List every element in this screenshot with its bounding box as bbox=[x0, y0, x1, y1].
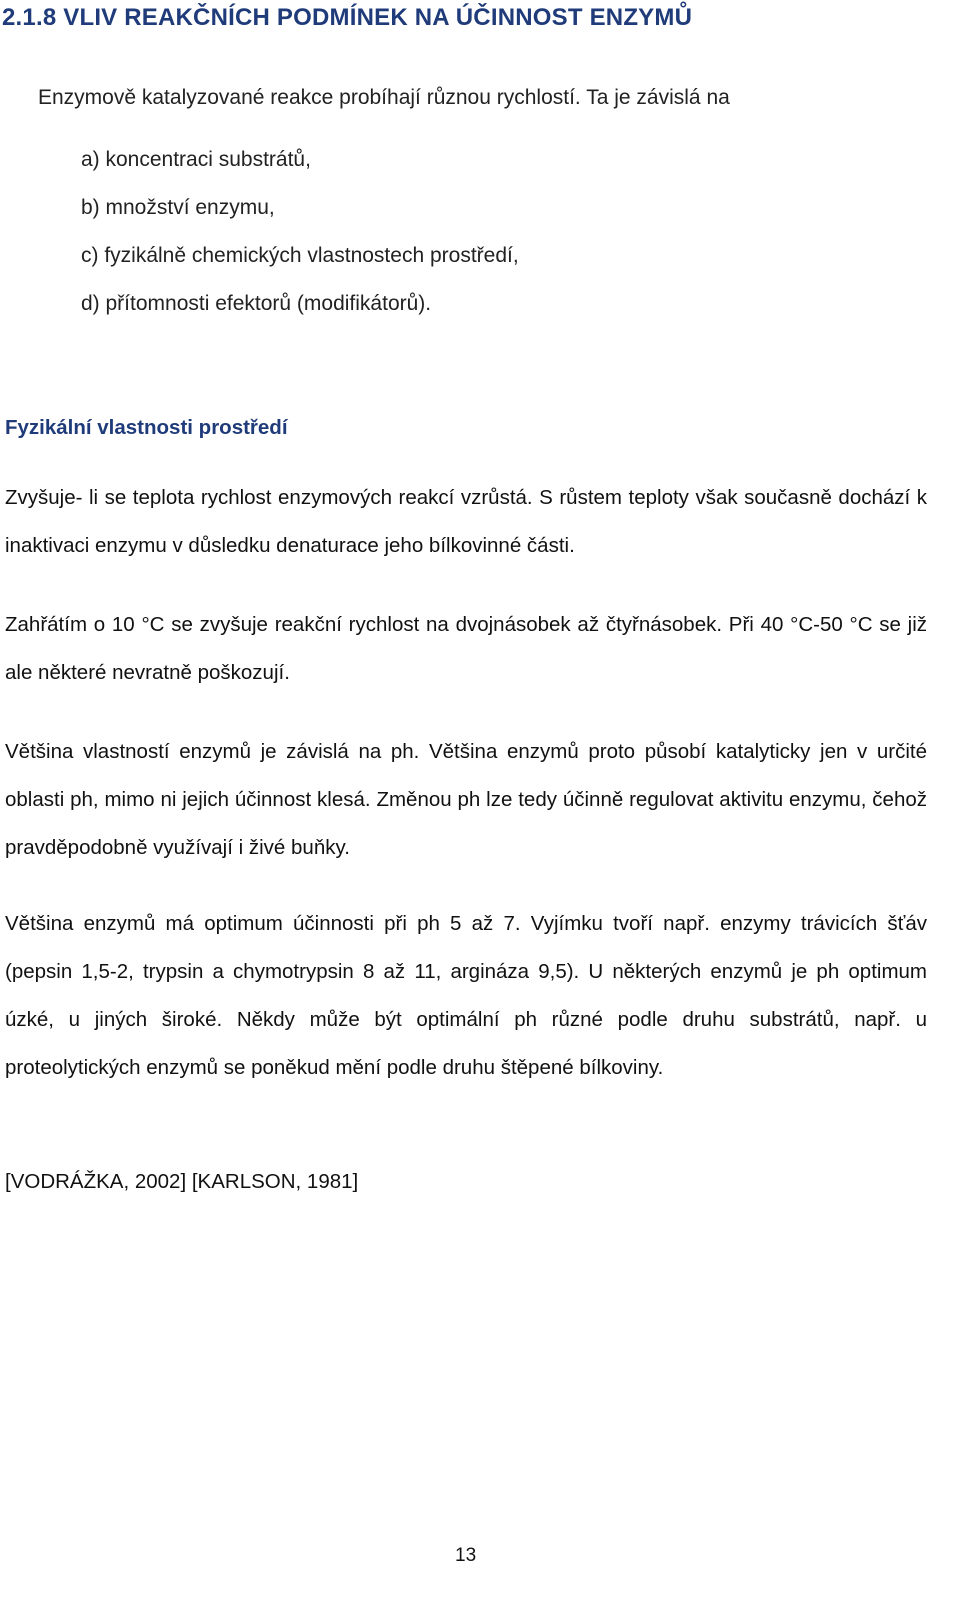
list-item: b) množství enzymu, bbox=[81, 196, 275, 219]
list-item: d) přítomnosti efektorů (modifikátorů). bbox=[81, 292, 432, 315]
paragraph-ph-optimum: Většina enzymů má optimum účinnosti při ph 5 až 7. Vyjímku tvoří např. enzymy trávicích šťáv (pepsin 1,5-2, trypsin a chymotrypsin 8 až 11, arginázа 9,5). U některých enzymů je ph optimum úzké, u jiných široké. Někdy může být optimální ph různé podle druhu substrátů, např. u proteolytických enzymů se poněkud mění podle druhu štěpené bílkoviny. bbox=[5, 912, 927, 1079]
subsection-heading: Fyzikální vlastnosti prostředí bbox=[5, 416, 288, 439]
conditions-list bbox=[81, 136, 519, 328]
page-number: 13 bbox=[455, 1545, 477, 1566]
list-item: a) koncentraci substrátů, bbox=[81, 148, 311, 171]
section-heading: 2.1.8 VLIV REAKČNÍCH PODMÍNEK NA ÚČINNOST ENZYMŮ bbox=[2, 4, 693, 31]
list-item: c) fyzikálně chemických vlastnostech prostředí, bbox=[81, 244, 519, 267]
paragraph-ph-dependence: Většina vlastností enzymů je závislá na ph. Většina enzymů proto působí katalyticky jen v určité oblasti ph, mimo ni jejich účinnost klesá. Změnou ph lze tedy účinně regulovat aktivitu enzymu, čehož pravděpodobně využívají i živé buňky. bbox=[5, 740, 927, 859]
references: [VODRÁŽKA, 2002] [KARLSON, 1981] bbox=[5, 1170, 359, 1193]
paragraph-temperature: Zvyšuje- li se teplota rychlost enzymových reakcí vzrůstá. S růstem teploty však současně dochází k inaktivaci enzymu v důsledku denaturace jeho bílkovinné části. bbox=[5, 486, 927, 557]
intro-sentence: Enzymově katalyzované reakce probíhají různou rychlostí. Ta je závislá na bbox=[38, 86, 730, 109]
paragraph-heating: Zahřátím o 10 °C se zvyšuje reakční rychlost na dvojnásobek až čtyřnásobek. Při 40 °C-50 °C se již ale některé nevratně poškozují. bbox=[5, 613, 927, 684]
